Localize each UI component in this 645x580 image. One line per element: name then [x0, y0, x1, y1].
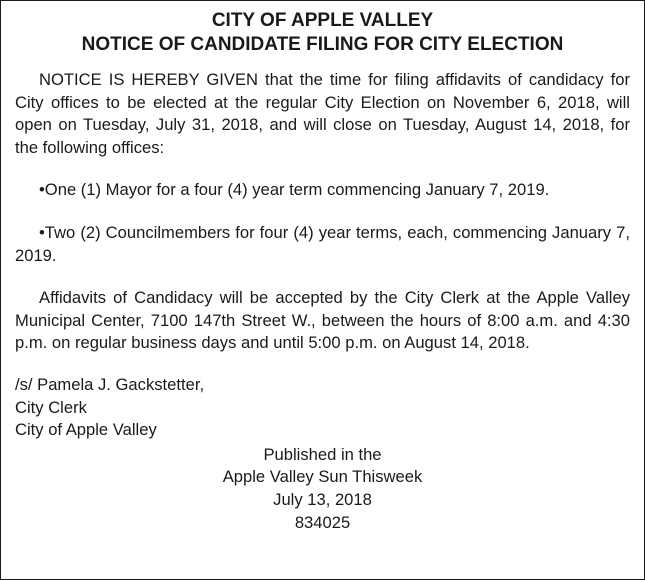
signature-name: /s/ Pamela J. Gackstetter,: [15, 374, 205, 394]
notice-heading: [15, 9, 630, 56]
notice-paragraph: NOTICE IS HEREBY GIVEN that the time for filing affidavits of candidacy for City offices to be elected at the regular City Election on November 6, 2018, will open on Tuesday, July 31, 2018, and will close on Tuesday, August 14, 2018, for the following offices:: [15, 70, 630, 157]
heading-notice-title: NOTICE OF CANDIDATE FILING FOR CITY ELECTION: [81, 33, 564, 55]
publication-block: [15, 444, 630, 534]
affidavits-paragraph: Affidavits of Candidacy will be accepted by the City Clerk at the Apple Valley Municipal Center, 7100 147th Street W., between the hours of 8:00 a.m. and 4:30 p.m. on regular business days and until 5:00 p.m. on August 14, 2018.: [15, 288, 630, 353]
signature-organization: City of Apple Valley: [15, 420, 157, 440]
heading-city: CITY OF APPLE VALLEY: [211, 10, 434, 31]
ad-number: 834025: [294, 512, 351, 532]
signature-title: City Clerk: [15, 397, 87, 417]
newspaper-name: Apple Valley Sun Thisweek: [222, 467, 423, 487]
office-council-item: •Two (2) Councilmembers for four (4) year terms, each, commencing January 7, 2019.: [15, 222, 630, 265]
publication-date: July 13, 2018: [273, 489, 372, 509]
published-label: Published in the: [263, 444, 382, 464]
signature-block: [15, 374, 630, 442]
office-mayor-item: •One (1) Mayor for a four (4) year term commencing January 7, 2019.: [39, 180, 550, 200]
